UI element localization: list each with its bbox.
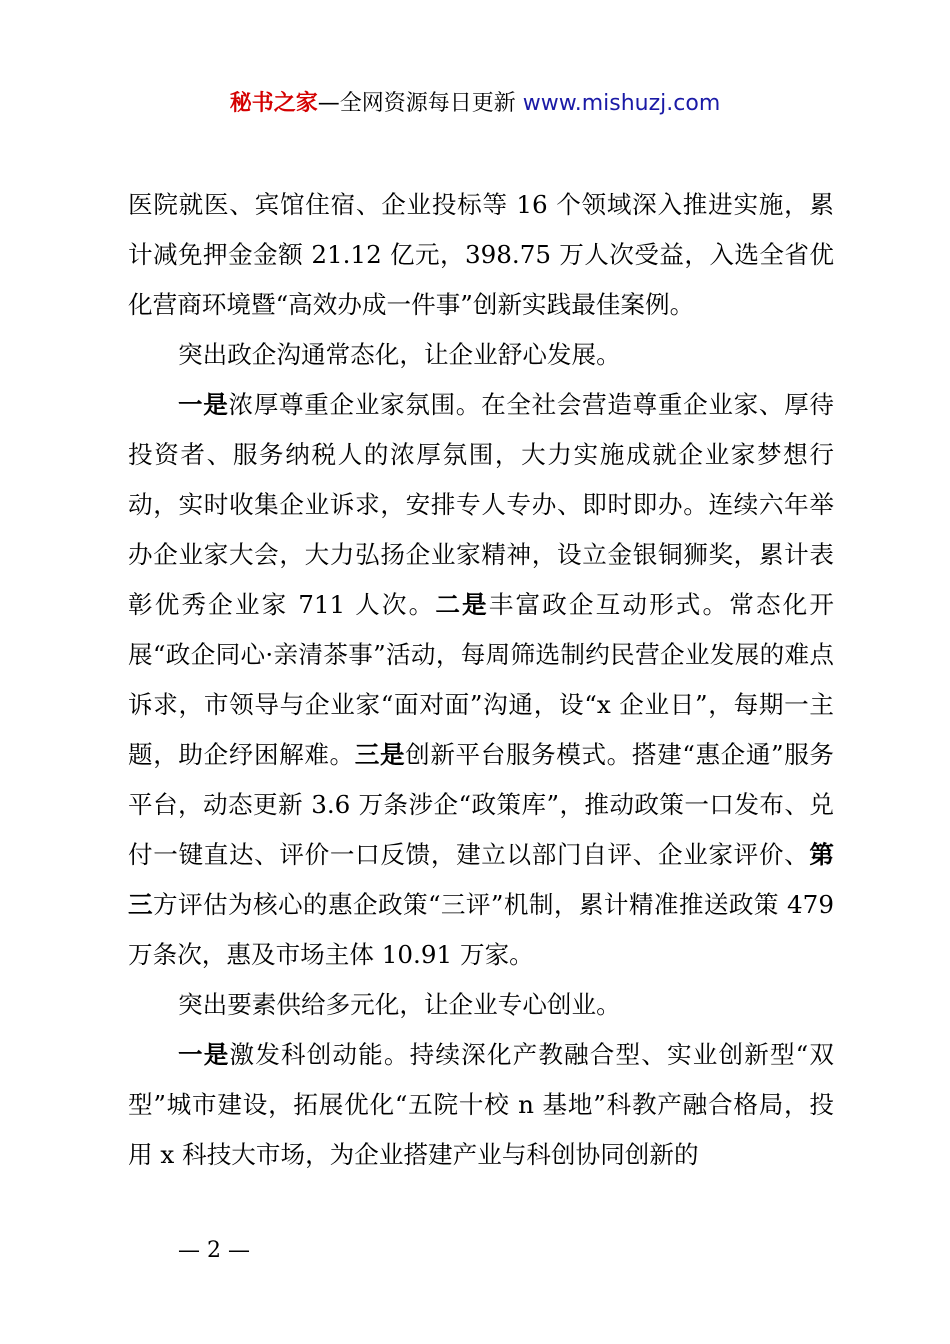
section-heading-communication: 突出政企沟通常态化，让企业舒心发展。 (178, 340, 621, 369)
item-text-3-continued: 方评估为核心的惠企政策“三评”机制，累计精准推送政策 479 万条次，惠及市场主体 10.91 万家。 (128, 890, 834, 969)
section-heading-supply: 突出要素供给多元化，让企业专心创业。 (178, 990, 621, 1019)
site-url-link[interactable]: www.mishuzj.com (522, 91, 721, 116)
paragraph-supply-measures (128, 1030, 834, 1180)
header-slogan: —全网资源每日更新 (317, 91, 523, 116)
item-marker-3: 三是 (354, 740, 406, 769)
item-marker-supply-1: 一是 (178, 1040, 230, 1069)
bold-term-third-party: 第三 (128, 840, 834, 919)
item-marker-2: 二是 (435, 590, 489, 619)
paragraph-1: 医院就医、宾馆住宿、企业投标等 16 个领域深入推进实施，累计减免押金金额 21.12 亿元，398.75 万人次受益，入选全省优化营商环境暨“高效办成一件事”创新实践最佳案例。 (128, 190, 834, 319)
item-text-2: 丰富政企互动形式。常态化开展“政企同心·亲清茶事”活动，每周筛选制约民营企业发展的难点诉求，市领导与企业家“面对面”沟通，设“x 企业日”，每期一主题，助企纾困解难。 (128, 590, 834, 769)
site-header (0, 86, 950, 122)
paragraph-communication-measures (128, 380, 834, 980)
item-text-supply-1: 激发科创动能。持续深化产教融合型、实业创新型“双型”城市建设，拓展优化“五院十校 n 基地”科教产融合格局，投用 x 科技大市场，为企业搭建产业与科创协同创新的 (128, 1040, 834, 1169)
item-text-1: 浓厚尊重企业家氛围。在全社会营造尊重企业家、厚待投资者、服务纳税人的浓厚氛围，大力实施成就企业家梦想行动，实时收集企业诉求，安排专人专办、即时即办。连续六年举办企业家大会，大力弘扬企业家精神，设立金银铜狮奖，累计表彰优秀企业家 711 人次。 (128, 390, 834, 619)
item-text-3: 创新平台服务模式。搭建“惠企通”服务平台，动态更新 3.6 万条涉企“政策库”，推动政策一口发布、兑付一键直达、评价一口反馈，建立以部门自评、企业家评价、 (128, 740, 834, 869)
document-body (128, 180, 834, 1180)
brand-name: 秘书之家 (229, 91, 318, 116)
item-marker-1: 一是 (178, 390, 229, 419)
page-number: — 2 — (178, 1238, 250, 1263)
